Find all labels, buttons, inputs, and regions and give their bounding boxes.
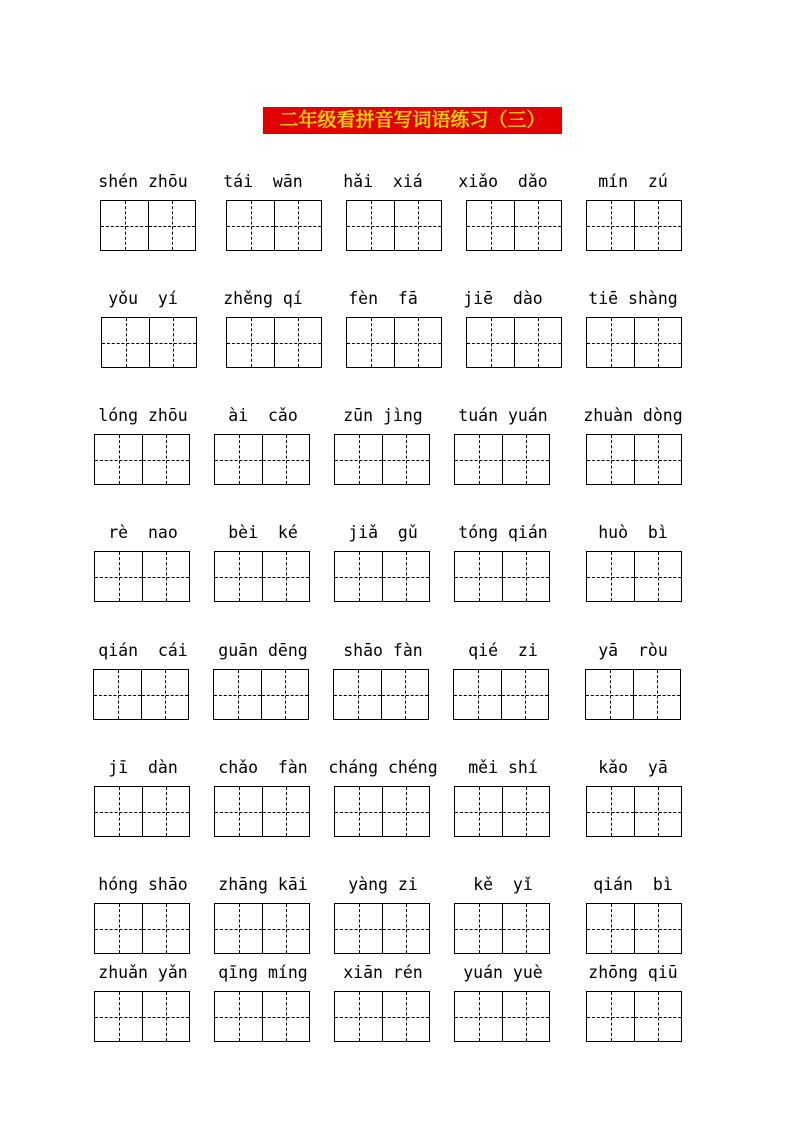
- pinyin-label: ài cǎo: [228, 406, 298, 425]
- writing-boxes: [334, 551, 430, 602]
- tianzige-cell[interactable]: [142, 435, 189, 484]
- pinyin-label: yuán yuè: [463, 963, 543, 982]
- tianzige-cell[interactable]: [501, 670, 548, 719]
- tianzige-cell[interactable]: [633, 670, 680, 719]
- tianzige-cell[interactable]: [335, 904, 382, 953]
- pinyin-label: xiǎo dǎo: [458, 172, 548, 191]
- tianzige-cell[interactable]: [502, 552, 549, 601]
- pinyin-label: huò bì: [598, 523, 668, 542]
- tianzige-cell[interactable]: [274, 318, 321, 367]
- tianzige-cell[interactable]: [102, 318, 149, 367]
- writing-boxes: [93, 669, 189, 720]
- tianzige-cell[interactable]: [587, 201, 634, 250]
- writing-boxes: [454, 786, 550, 837]
- pinyin-label: qié zi: [468, 641, 538, 660]
- writing-boxes: [466, 317, 562, 368]
- tianzige-cell[interactable]: [334, 670, 381, 719]
- writing-boxes: [586, 991, 682, 1042]
- tianzige-cell[interactable]: [467, 318, 514, 367]
- writing-boxes: [334, 991, 430, 1042]
- writing-boxes: [214, 551, 310, 602]
- writing-boxes: [334, 786, 430, 837]
- pinyin-label: yā ròu: [598, 641, 668, 660]
- tianzige-cell[interactable]: [394, 201, 441, 250]
- tianzige-cell[interactable]: [142, 904, 189, 953]
- writing-boxes: [213, 669, 309, 720]
- tianzige-cell[interactable]: [634, 318, 681, 367]
- tianzige-cell[interactable]: [455, 787, 502, 836]
- tianzige-cell[interactable]: [215, 435, 262, 484]
- writing-boxes: [466, 200, 562, 251]
- tianzige-cell[interactable]: [382, 435, 429, 484]
- tianzige-cell[interactable]: [634, 435, 681, 484]
- pinyin-label: qián bì: [593, 875, 673, 894]
- tianzige-cell[interactable]: [634, 904, 681, 953]
- writing-boxes: [214, 786, 310, 837]
- pinyin-label: mín zú: [598, 172, 668, 191]
- pinyin-label: yàng zi: [348, 875, 418, 894]
- writing-boxes: [334, 434, 430, 485]
- tianzige-cell[interactable]: [587, 318, 634, 367]
- tianzige-cell[interactable]: [514, 201, 561, 250]
- pinyin-label: rè nao: [108, 523, 178, 542]
- pinyin-label: jiǎ gǔ: [348, 523, 418, 542]
- writing-boxes: [214, 434, 310, 485]
- tianzige-cell[interactable]: [455, 904, 502, 953]
- tianzige-cell[interactable]: [274, 201, 321, 250]
- writing-boxes: [585, 669, 681, 720]
- tianzige-cell[interactable]: [262, 992, 309, 1041]
- pinyin-label: jiē dào: [463, 289, 543, 308]
- writing-boxes: [214, 991, 310, 1042]
- tianzige-cell[interactable]: [587, 552, 634, 601]
- pinyin-label: kě yǐ: [473, 875, 533, 894]
- writing-boxes: [586, 200, 682, 251]
- pinyin-label: shén zhōu: [98, 172, 188, 191]
- pinyin-label: bèi ké: [228, 523, 298, 542]
- pinyin-label: zhuàn dòng: [583, 406, 683, 425]
- pinyin-label: hóng shāo: [98, 875, 188, 894]
- tianzige-cell[interactable]: [262, 904, 309, 953]
- tianzige-cell[interactable]: [215, 992, 262, 1041]
- tianzige-cell[interactable]: [227, 318, 274, 367]
- tianzige-cell[interactable]: [347, 201, 394, 250]
- tianzige-cell[interactable]: [95, 552, 142, 601]
- pinyin-label: fèn fā: [348, 289, 418, 308]
- tianzige-cell[interactable]: [634, 201, 681, 250]
- pinyin-label: hǎi xiá: [343, 172, 423, 191]
- tianzige-cell[interactable]: [215, 904, 262, 953]
- writing-boxes: [226, 200, 322, 251]
- tianzige-cell[interactable]: [502, 992, 549, 1041]
- tianzige-cell[interactable]: [214, 670, 261, 719]
- writing-boxes: [94, 903, 190, 954]
- tianzige-cell[interactable]: [262, 435, 309, 484]
- tianzige-cell[interactable]: [95, 904, 142, 953]
- writing-boxes: [586, 317, 682, 368]
- pinyin-label: qián cái: [98, 641, 188, 660]
- writing-boxes: [226, 317, 322, 368]
- tianzige-cell[interactable]: [502, 904, 549, 953]
- writing-boxes: [586, 434, 682, 485]
- pinyin-label: qīng míng: [218, 963, 308, 982]
- pinyin-label: xiān rén: [343, 963, 423, 982]
- tianzige-cell[interactable]: [502, 787, 549, 836]
- tianzige-cell[interactable]: [262, 787, 309, 836]
- writing-boxes: [454, 434, 550, 485]
- tianzige-cell[interactable]: [502, 435, 549, 484]
- writing-boxes: [334, 903, 430, 954]
- tianzige-cell[interactable]: [149, 318, 196, 367]
- tianzige-cell[interactable]: [101, 201, 148, 250]
- tianzige-cell[interactable]: [587, 787, 634, 836]
- tianzige-cell[interactable]: [587, 992, 634, 1041]
- pinyin-label: zūn jìng: [343, 406, 423, 425]
- tianzige-cell[interactable]: [95, 787, 142, 836]
- tianzige-cell[interactable]: [148, 201, 195, 250]
- tianzige-cell[interactable]: [382, 552, 429, 601]
- writing-boxes: [454, 551, 550, 602]
- writing-boxes: [453, 669, 549, 720]
- pinyin-label: guān dēng: [218, 641, 308, 660]
- tianzige-cell[interactable]: [455, 992, 502, 1041]
- tianzige-cell[interactable]: [382, 904, 429, 953]
- tianzige-cell[interactable]: [467, 201, 514, 250]
- tianzige-cell[interactable]: [514, 318, 561, 367]
- tianzige-cell[interactable]: [586, 670, 633, 719]
- tianzige-cell[interactable]: [382, 992, 429, 1041]
- pinyin-label: yǒu yí: [108, 289, 178, 308]
- tianzige-cell[interactable]: [347, 318, 394, 367]
- pinyin-label: zhěng qí: [223, 289, 303, 308]
- tianzige-cell[interactable]: [634, 552, 681, 601]
- writing-boxes: [94, 991, 190, 1042]
- tianzige-cell[interactable]: [227, 201, 274, 250]
- writing-boxes: [333, 669, 429, 720]
- writing-boxes: [214, 903, 310, 954]
- pinyin-label: zhāng kāi: [218, 875, 308, 894]
- pinyin-label: kǎo yā: [598, 758, 668, 777]
- tianzige-cell[interactable]: [335, 435, 382, 484]
- tianzige-cell[interactable]: [381, 670, 428, 719]
- pinyin-label: tái wān: [223, 172, 303, 191]
- writing-boxes: [454, 991, 550, 1042]
- tianzige-cell[interactable]: [455, 552, 502, 601]
- tianzige-cell[interactable]: [335, 552, 382, 601]
- writing-boxes: [454, 903, 550, 954]
- tianzige-cell[interactable]: [335, 992, 382, 1041]
- tianzige-cell[interactable]: [587, 435, 634, 484]
- pinyin-label: cháng chéng: [328, 758, 438, 777]
- tianzige-cell[interactable]: [335, 787, 382, 836]
- writing-boxes: [100, 200, 196, 251]
- pinyin-label: tóng qián: [458, 523, 548, 542]
- tianzige-cell[interactable]: [261, 670, 308, 719]
- tianzige-cell[interactable]: [454, 670, 501, 719]
- tianzige-cell[interactable]: [94, 670, 141, 719]
- tianzige-cell[interactable]: [634, 787, 681, 836]
- writing-boxes: [586, 551, 682, 602]
- pinyin-label: chǎo fàn: [218, 758, 308, 777]
- tianzige-cell[interactable]: [95, 992, 142, 1041]
- pinyin-label: zhōng qiū: [588, 963, 678, 982]
- tianzige-cell[interactable]: [142, 787, 189, 836]
- writing-boxes: [94, 786, 190, 837]
- pinyin-label: jī dàn: [108, 758, 178, 777]
- writing-boxes: [346, 317, 442, 368]
- writing-boxes: [94, 551, 190, 602]
- pinyin-label: měi shí: [468, 758, 538, 777]
- tianzige-cell[interactable]: [455, 435, 502, 484]
- writing-boxes: [101, 317, 197, 368]
- tianzige-cell[interactable]: [215, 552, 262, 601]
- pinyin-label: shāo fàn: [343, 641, 423, 660]
- tianzige-cell[interactable]: [634, 992, 681, 1041]
- tianzige-cell[interactable]: [382, 787, 429, 836]
- pinyin-label: lóng zhōu: [98, 406, 188, 425]
- tianzige-cell[interactable]: [215, 787, 262, 836]
- writing-boxes: [94, 434, 190, 485]
- pinyin-label: tuán yuán: [458, 406, 548, 425]
- tianzige-cell[interactable]: [394, 318, 441, 367]
- pinyin-label: tiē shàng: [588, 289, 678, 308]
- worksheet-title: 二年级看拼音写词语练习（三）: [263, 107, 562, 134]
- writing-boxes: [586, 786, 682, 837]
- tianzige-cell[interactable]: [142, 552, 189, 601]
- writing-boxes: [586, 903, 682, 954]
- tianzige-cell[interactable]: [142, 992, 189, 1041]
- tianzige-cell[interactable]: [141, 670, 188, 719]
- pinyin-label: zhuǎn yǎn: [98, 963, 188, 982]
- writing-boxes: [346, 200, 442, 251]
- tianzige-cell[interactable]: [587, 904, 634, 953]
- tianzige-cell[interactable]: [262, 552, 309, 601]
- tianzige-cell[interactable]: [95, 435, 142, 484]
